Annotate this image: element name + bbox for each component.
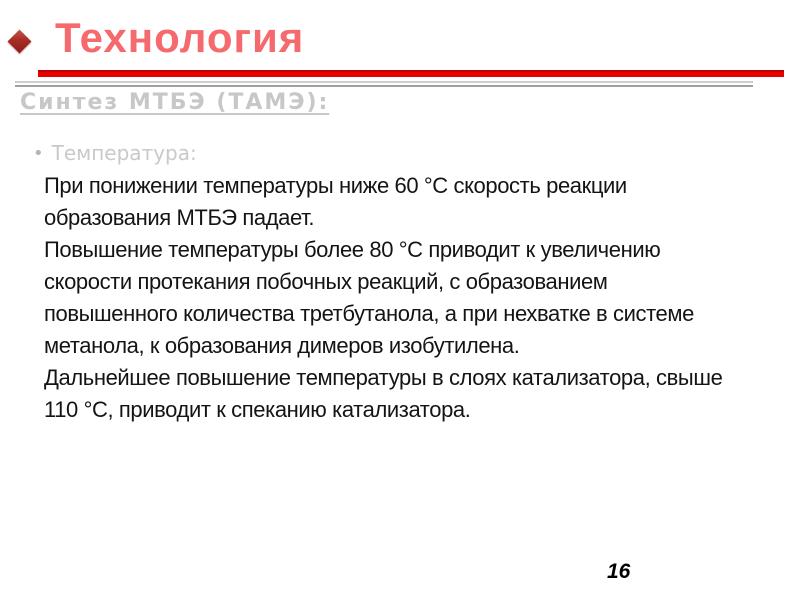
page-number: 16 [607,560,631,583]
slide-title: Технология [55,14,305,61]
body-text-line: метанола, к образования димеров изобутилена. [44,333,520,358]
header-divider-line-top [15,81,753,83]
title-accent-bar [38,70,784,77]
list-item-temperature [33,141,197,165]
header-divider-line-bottom [15,85,753,87]
bullet-dot-icon: • [33,143,44,164]
body-text-line: 110 °С, приводит к спеканию катализатора. [44,397,471,422]
body-text-line: скорости протекания побочных реакций, с образованием [44,269,608,294]
body-text-line: повышенного количества третбутанола, а при нехватке в системе [44,301,694,326]
body-text-line: Дальнейшее повышение температуры в слоях катализатора, свыше [44,365,723,390]
section-heading: Синтез МТБЭ (ТАМЭ): [20,90,330,115]
body-text-line: образования МТБЭ падает. [44,205,315,230]
list-item-label: Температура: [51,141,197,165]
body-text [44,170,764,426]
diamond-icon [7,29,31,53]
body-text-line: Повышение температуры более 80 °С приводит к увеличению [44,237,661,262]
body-text-line: При понижении температуры ниже 60 °С скорость реакции [44,173,627,198]
